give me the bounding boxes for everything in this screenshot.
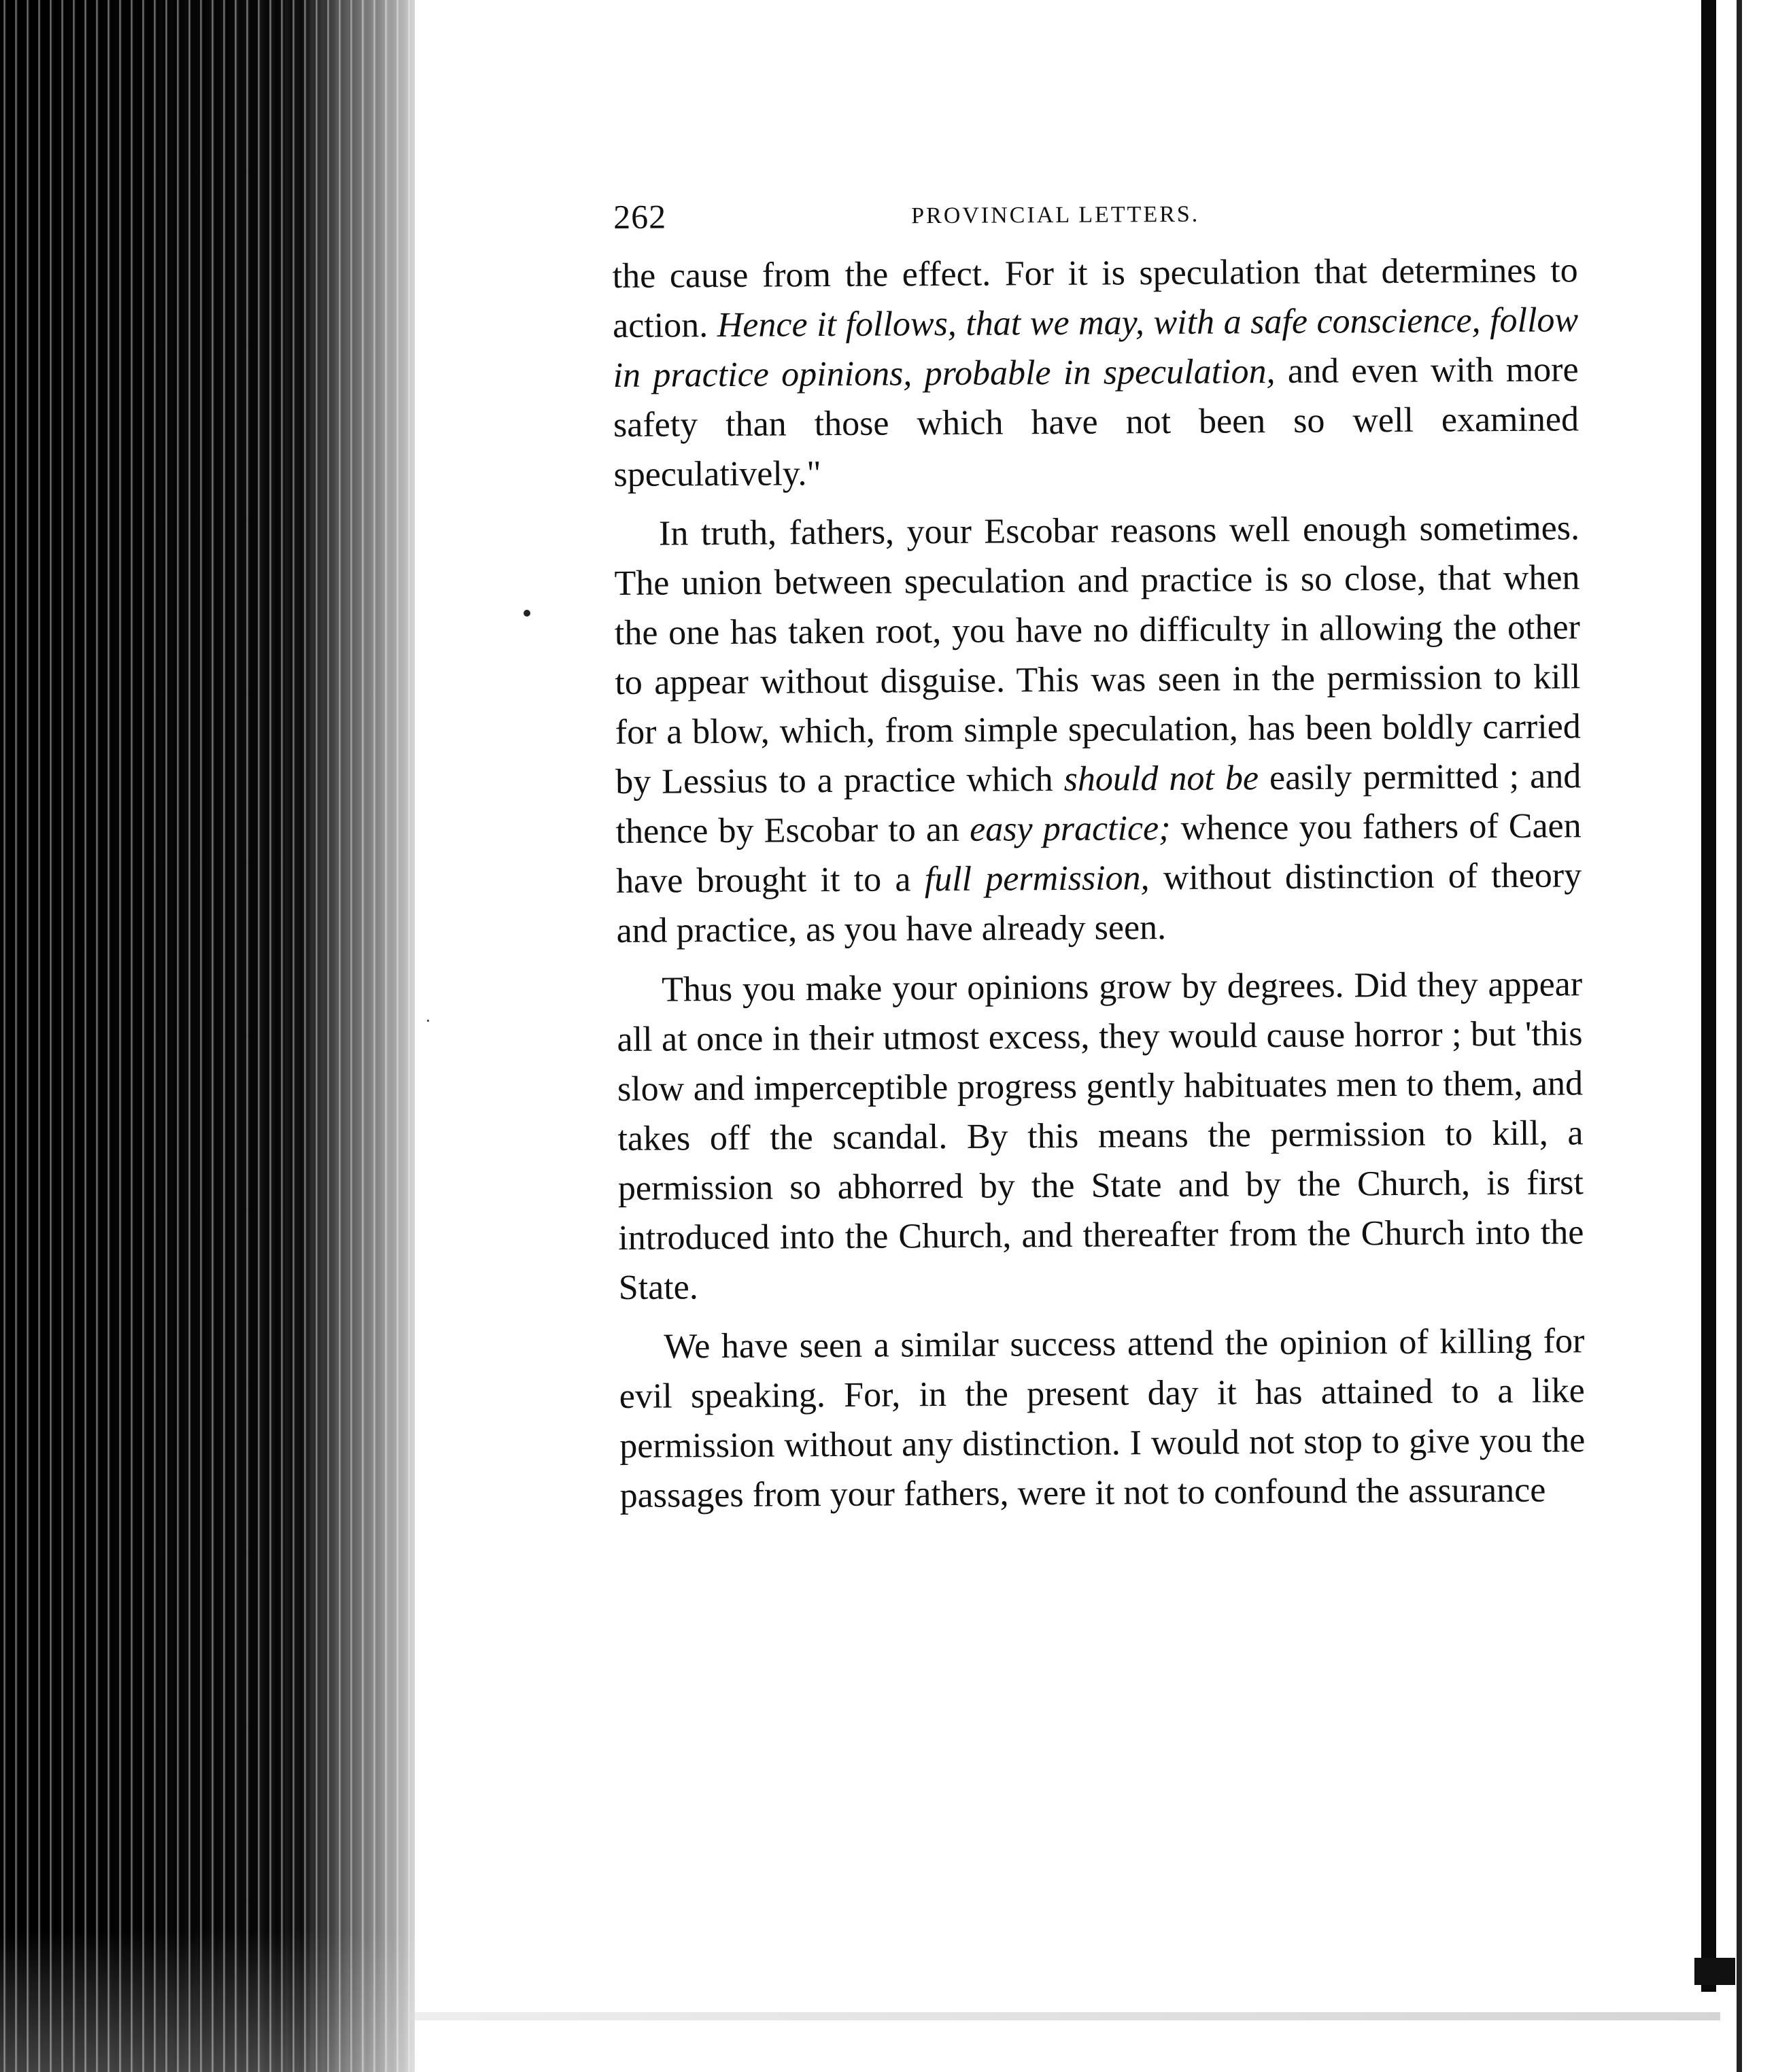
- right-binding-edge: [1701, 0, 1716, 1992]
- p2-text-4: without distinction of theory and practice, as you have already seen.: [616, 856, 1582, 950]
- paragraph-4: We have seen a similar success attend the opinion of killing for evil speaking. For, in the present day it has attained to a like permission without any distinction. I would not stop to give you the passages from your fathers, were it not to confound the assurance: [619, 1322, 1586, 1515]
- p1-text-after: and even with more safety than those which have not been so well examined speculatively.": [613, 350, 1579, 494]
- page-text-block: [612, 191, 1586, 1530]
- p2-italic-2: easy practice;: [970, 809, 1171, 849]
- p1-italic-quote: Hence it follows, that we may, with a safe conscience, follow in practice opinions, probable in speculation,: [613, 300, 1579, 395]
- running-title: PROVINCIAL LETTERS.: [911, 201, 1200, 229]
- paragraph-3: Thus you make your opinions grow by degrees. Did they appear all at once in their utmost excess, they would cause horror ; but 'this slow and imperceptible progress gently habituates men to them, and takes off the scandal. By this means the permission to kill, a permission so abhorred by the State and by the Church, is first introduced into the Church, and thereafter from the Church into the State.: [617, 965, 1584, 1307]
- p2-italic-3: full permission,: [924, 859, 1150, 899]
- ink-speck: [524, 610, 530, 617]
- paragraph-2: [614, 503, 1582, 956]
- fore-edge-bottom: [0, 1931, 435, 2072]
- p1-text-before: the cause from the effect. For it is speculation that determines to action.: [612, 251, 1578, 345]
- fore-edge-fade: [299, 0, 435, 2072]
- p2-text-3: whence you fathers of Caen have brought it to a: [615, 806, 1582, 901]
- paragraph-1: [612, 245, 1579, 500]
- page-number: 262: [613, 197, 667, 236]
- ink-speck-small: [427, 1020, 429, 1022]
- running-head: [612, 191, 1577, 245]
- p2-italic-1: should not be: [1063, 759, 1259, 799]
- p2-text-2: easily permitted ; and thence by Escobar to an: [615, 757, 1582, 851]
- page-bottom-shadow: [408, 2012, 1720, 2020]
- p2-text-1: In truth, fathers, your Escobar reasons well enough sometimes. The union between speculation and practice is so close, that when the one has taken root, you have no difficulty in allowing the other to appear without disguise. This was seen in the permission to kill for a blow, which, from simple speculation, has been boldly carried by Lessius to a practice which: [614, 508, 1581, 801]
- right-edge-foot: [1694, 1958, 1735, 1985]
- right-outer-edge: [1737, 0, 1742, 2072]
